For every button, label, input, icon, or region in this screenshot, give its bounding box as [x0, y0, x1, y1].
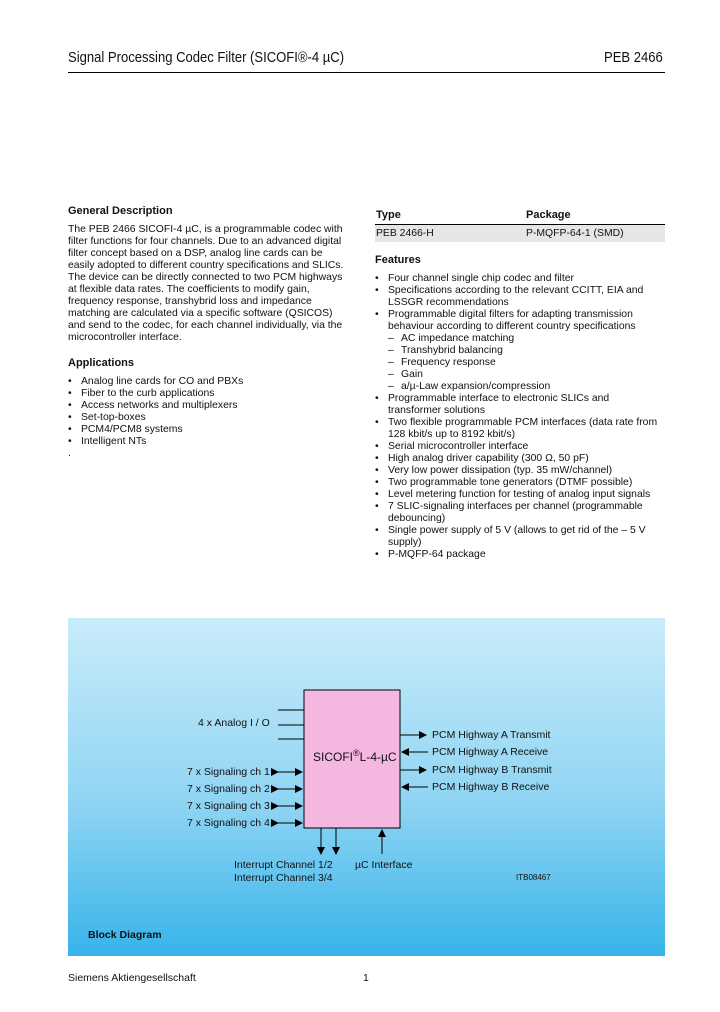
list-item — [375, 501, 667, 525]
document-title: Signal Processing Codec Filter (SICOFI®-4 µC) — [68, 50, 345, 66]
table-row — [375, 225, 665, 243]
desc-line: microcontroller interface. — [68, 332, 182, 343]
header-rule — [68, 72, 665, 73]
feature-text: • Level metering function for testing of analog input signals — [388, 489, 651, 500]
list-item — [375, 549, 667, 561]
ordering-table — [375, 207, 665, 242]
applications-section — [68, 357, 360, 460]
column-header-type: Type — [375, 207, 525, 225]
chip-label-reg: ® — [353, 748, 360, 758]
pcm-label: PCM Highway B Receive — [432, 781, 550, 793]
sublist-item: – Frequency response — [388, 357, 667, 369]
list-item — [375, 285, 667, 309]
feature-text: • Two programmable tone generators (DTMF possible) — [388, 477, 633, 488]
list-item — [375, 441, 667, 453]
sublist-item: – AC impedance matching — [388, 333, 667, 345]
part-number: PEB 2466 — [604, 50, 663, 66]
desc-line: filter functions for four channels. Due to an advanced digital — [68, 236, 342, 247]
cell-type: PEB 2466-H — [375, 225, 525, 243]
chip-label-text: L-4-µC — [359, 750, 397, 764]
desc-line: matching are calculated via a specific software (QSICOS) — [68, 308, 333, 319]
applications-heading: Applications — [68, 357, 135, 369]
feature-text: • Serial microcontroller interface — [388, 441, 529, 452]
column-header-package: Package — [525, 207, 665, 225]
feature-text: • Programmable digital filters for adapting transmission — [388, 309, 633, 320]
block-diagram-title: Block Diagram — [88, 929, 162, 941]
signaling-label: 7 x Signaling ch 4 — [187, 817, 270, 829]
pcm-label: PCM Highway A Transmit — [432, 729, 551, 741]
chip-label-text: SICOFI — [313, 750, 354, 764]
cell-package: P-MQFP-64-1 (SMD) — [525, 225, 665, 243]
features-heading: Features — [375, 254, 421, 266]
block-diagram-lines — [68, 618, 665, 956]
list-item: • Intelligent NTs — [68, 436, 360, 448]
list-item — [375, 309, 667, 393]
feature-text: transformer solutions — [388, 405, 486, 416]
figure-id: ITB08467 — [516, 873, 551, 882]
list-item — [375, 477, 667, 489]
desc-line: easily adopted to different country specifications and SLICs. — [68, 260, 344, 271]
trailing-mark: . — [68, 448, 71, 459]
feature-text: 128 kbit/s up to 8192 kbit/s) — [388, 429, 516, 440]
list-item — [375, 273, 667, 285]
interrupt-label: Interrupt Channel 3/4 — [234, 872, 333, 884]
list-item — [375, 525, 667, 549]
features-sublist — [388, 333, 667, 393]
desc-line: at flexible data rates. The coefficients to modify gain, — [68, 284, 310, 295]
list-item — [375, 453, 667, 465]
list-item: • PCM4/PCM8 systems — [68, 424, 360, 436]
feature-text: • P-MQFP-64 package — [388, 549, 486, 560]
pcm-label: PCM Highway B Transmit — [432, 764, 552, 776]
list-item — [375, 465, 667, 477]
block-diagram — [68, 618, 665, 956]
features-list — [375, 273, 667, 561]
feature-text: supply) — [388, 537, 422, 548]
page-number: 1 — [363, 972, 369, 984]
desc-line: filter concept based on a DSP, analog line cards can be — [68, 248, 323, 259]
feature-text: • Very low power dissipation (typ. 35 mW/channel) — [388, 465, 613, 476]
interrupt-label: Interrupt Channel 1/2 — [234, 859, 333, 871]
list-item: • Set-top-boxes — [68, 412, 360, 424]
general-description-section — [68, 205, 360, 344]
feature-text: • High analog driver capability (300 Ω, 50 pF) — [388, 453, 589, 464]
footer-company: Siemens Aktiengesellschaft — [68, 972, 196, 984]
signaling-label: 7 x Signaling ch 2 — [187, 783, 270, 795]
list-item — [375, 393, 667, 417]
feature-text: • 7 SLIC-signaling interfaces per channel (programmable — [388, 501, 643, 512]
list-item — [375, 417, 667, 441]
general-description-body — [68, 224, 360, 344]
feature-text: behaviour according to different country specifications — [388, 321, 636, 332]
signaling-label: 7 x Signaling ch 3 — [187, 800, 270, 812]
list-item — [375, 489, 667, 501]
feature-text: • Four channel single chip codec and filter — [388, 273, 574, 284]
desc-line: and send to the codec, for each channel individually, via the — [68, 320, 343, 331]
feature-text: • Two flexible programmable PCM interfaces (data rate from — [388, 417, 658, 428]
features-section — [375, 254, 667, 561]
analog-io-label: 4 x Analog I / O — [198, 717, 270, 729]
feature-text: • Single power supply of 5 V (allows to get rid of the – 5 V — [388, 525, 646, 536]
applications-list — [68, 376, 360, 448]
sublist-item: – Gain — [388, 369, 667, 381]
desc-line: The PEB 2466 SICOFI-4 µC, is a programmable codec with — [68, 224, 343, 235]
feature-text: debouncing) — [388, 513, 446, 524]
feature-text: • Programmable interface to electronic SLICs and — [388, 393, 610, 404]
chip-label — [313, 748, 397, 764]
sublist-item: – Transhybrid balancing — [388, 345, 667, 357]
desc-line: frequency response, transhybrid loss and impedance — [68, 296, 312, 307]
list-item: • Access networks and multiplexers — [68, 400, 360, 412]
list-item: • Analog line cards for CO and PBXs — [68, 376, 360, 388]
feature-text: • Specifications according to the relevant CCITT, EIA and — [388, 285, 644, 296]
table-header-row — [375, 207, 665, 225]
list-item: • Fiber to the curb applications — [68, 388, 360, 400]
sublist-item: – a/µ-Law expansion/compression — [388, 381, 667, 393]
uc-interface-label: µC Interface — [355, 859, 413, 871]
pcm-label: PCM Highway A Receive — [432, 746, 549, 758]
signaling-label: 7 x Signaling ch 1 — [187, 766, 270, 778]
desc-line: The device can be directly connected to two PCM highways — [68, 272, 343, 283]
feature-text: LSSGR recommendations — [388, 297, 509, 308]
general-description-heading: General Description — [68, 205, 173, 217]
